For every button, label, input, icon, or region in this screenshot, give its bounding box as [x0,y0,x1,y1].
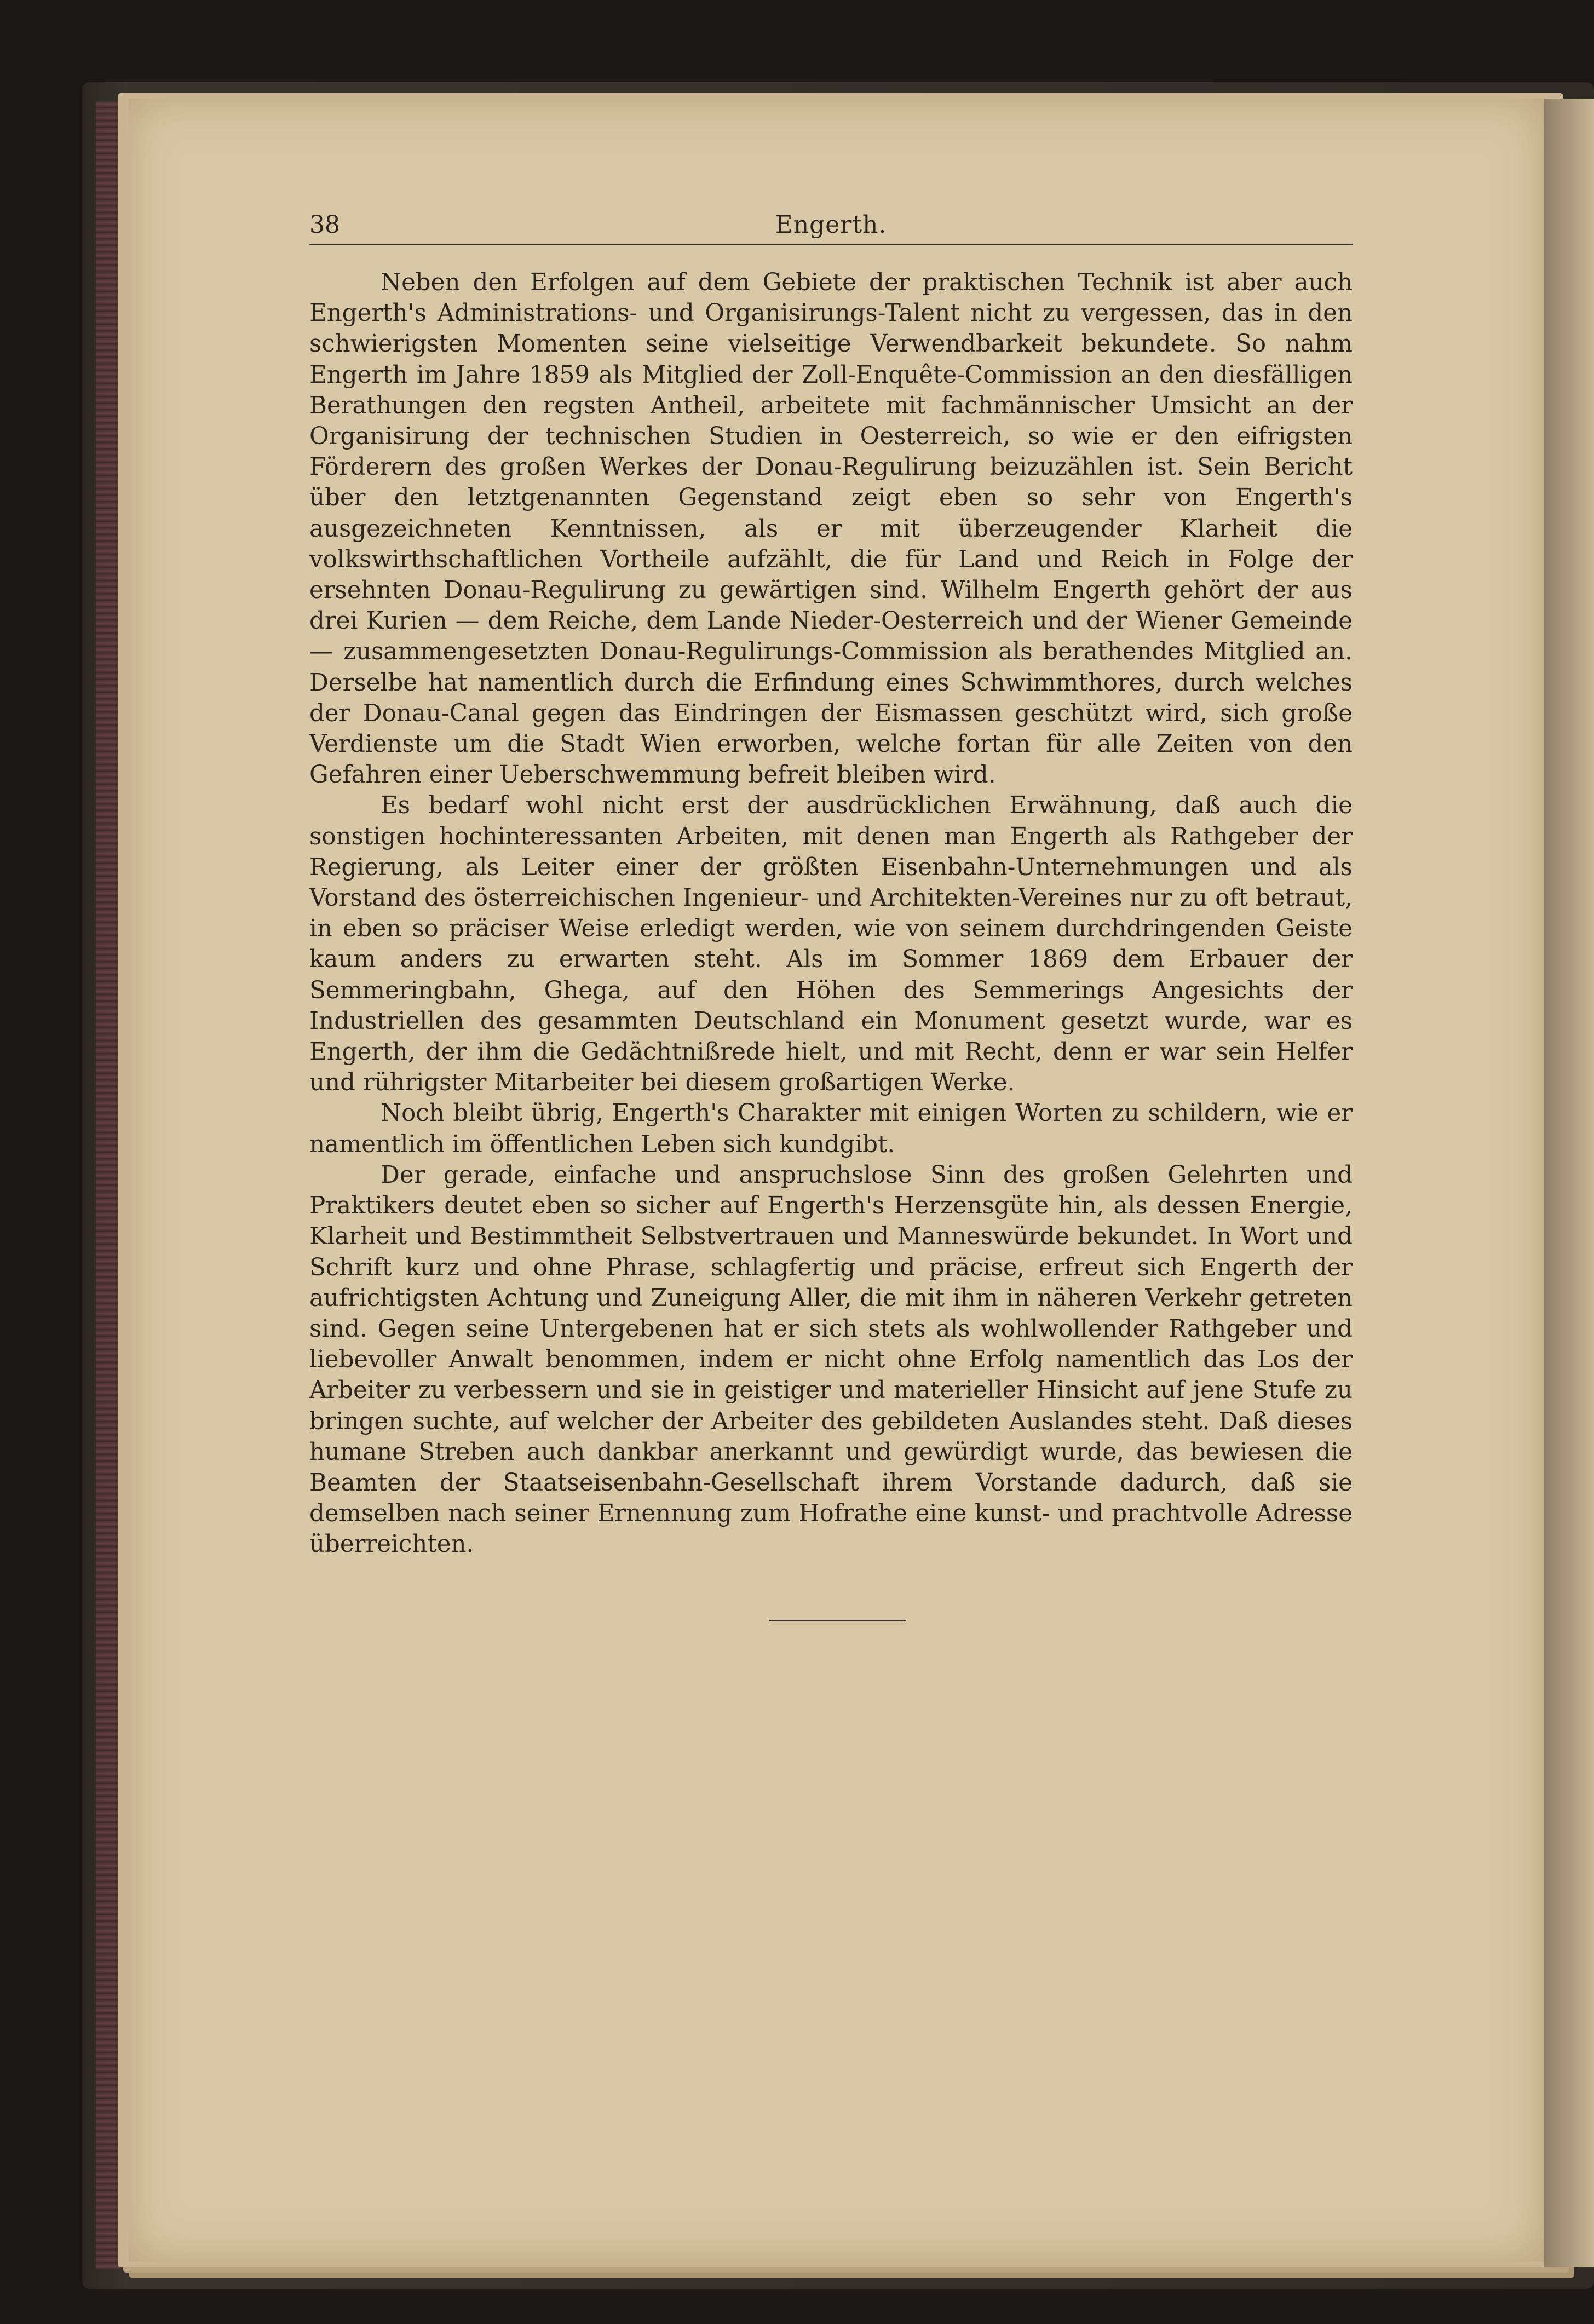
page-header [309,211,1353,245]
section-divider [769,1620,906,1621]
paragraph: Der gerade, einfache und anspruchslose Sinn des großen Gelehrten und Praktikers deutet eben so sicher auf Engerth's Herzensgüte hin, als dessen Energie, Klarheit und Bestimmtheit Selbstvertrauen und Manneswürde bekundet. In Wort und Schrift kurz und ohne Phrase, schlagfertig und präcise, erfreut sich Engerth der aufrichtigsten Achtung und Zuneigung Aller, die mit ihm in näheren Verkehr getreten sind. Gegen seine Untergebenen hat er sich stets als wohlwollender Rathgeber und liebevoller Anwalt benommen, indem er nicht ohne Erfolg namentlich das Los der Arbeiter zu verbessern und sie in geistiger und materieller Hinsicht auf jene Stufe zu bringen suchte, auf welcher der Arbeiter des gebildeten Auslandes steht. Daß dieses humane Streben auch dankbar anerkannt und gewürdigt wurde, das bewiesen die Beamten der Staatseisenbahn-Gesellschaft ihrem Vorstande dadurch, daß sie demselben nach seiner Ernennung zum Hofrathe eine kunst- und prachtvolle Adresse überreichten. [309,1161,1353,1558]
body-text [309,267,1353,1560]
paragraph: Neben den Erfolgen auf dem Gebiete der praktischen Technik ist aber auch Engerth's Administrations- und Organisirungs-Talent nicht zu vergessen, das in den schwierigsten Momenten seine vielseitige Verwendbarkeit bekundete. So nahm Engerth im Jahre 1859 als Mitglied der Zoll-Enquête-Commission an den diesfälligen Berathungen den regsten Antheil, arbeitete mit fachmännischer Umsicht an der Organisirung der technischen Studien in Oesterreich, so wie er den eifrigsten Förderern des großen Werkes der Donau-Regulirung beizuzählen ist. Sein Bericht über den letztgenannten Gegenstand zeigt eben so sehr von Engerth's ausgezeichneten Kenntnissen, als er mit überzeugender Klarheit die volkswirthschaftlichen Vortheile aufzählt, die für Land und Reich in Folge der ersehnten Donau-Regulirung zu gewärtigen sind. Wilhelm Engerth gehört der aus drei Kurien — dem Reiche, dem Lande Nieder-Oesterreich und der Wiener Gemeinde — zusammengesetzten Donau-Regulirungs-Commission als berathendes Mitglied an. Derselbe hat namentlich durch die Erfindung eines Schwimmthores, durch welches der Donau-Canal gegen das Eindringen der Eismassen geschützt wird, sich große Verdienste um die Stadt Wien erworben, welche fortan für alle Zeiten von den Gefahren einer Ueberschwemmung befreit bleiben wird. [309,269,1353,789]
page-number: 38 [309,211,340,239]
running-title: Engerth. [775,211,887,239]
adjacent-page-edge [1544,99,1594,2267]
paragraph: Es bedarf wohl nicht erst der ausdrücklichen Erwähnung, daß auch die sonstigen hochinteressanten Arbeiten, mit denen man Engerth als Rathgeber der Regierung, als Leiter einer der größten Eisenbahn-Unternehmungen und als Vorstand des österreichischen Ingenieur- und Architekten-Vereines nur zu oft betraut, in eben so präciser Weise erledigt werden, wie von seinem durchdringenden Geiste kaum anders zu erwarten steht. Als im Sommer 1869 dem Erbauer der Semmeringbahn, Ghega, auf den Höhen des Semmerings Angesichts der Industriellen des gesammten Deutschland ein Monument gesetzt wurde, war es Engerth, der ihm die Gedächtnißrede hielt, und mit Recht, denn er war sein Helfer und rührigster Mitarbeiter bei diesem großartigen Werke. [309,792,1353,1097]
paragraph: Noch bleibt übrig, Engerth's Charakter mit einigen Worten zu schildern, wie er namentlich im öffentlichen Leben sich kundgibt. [309,1100,1353,1158]
